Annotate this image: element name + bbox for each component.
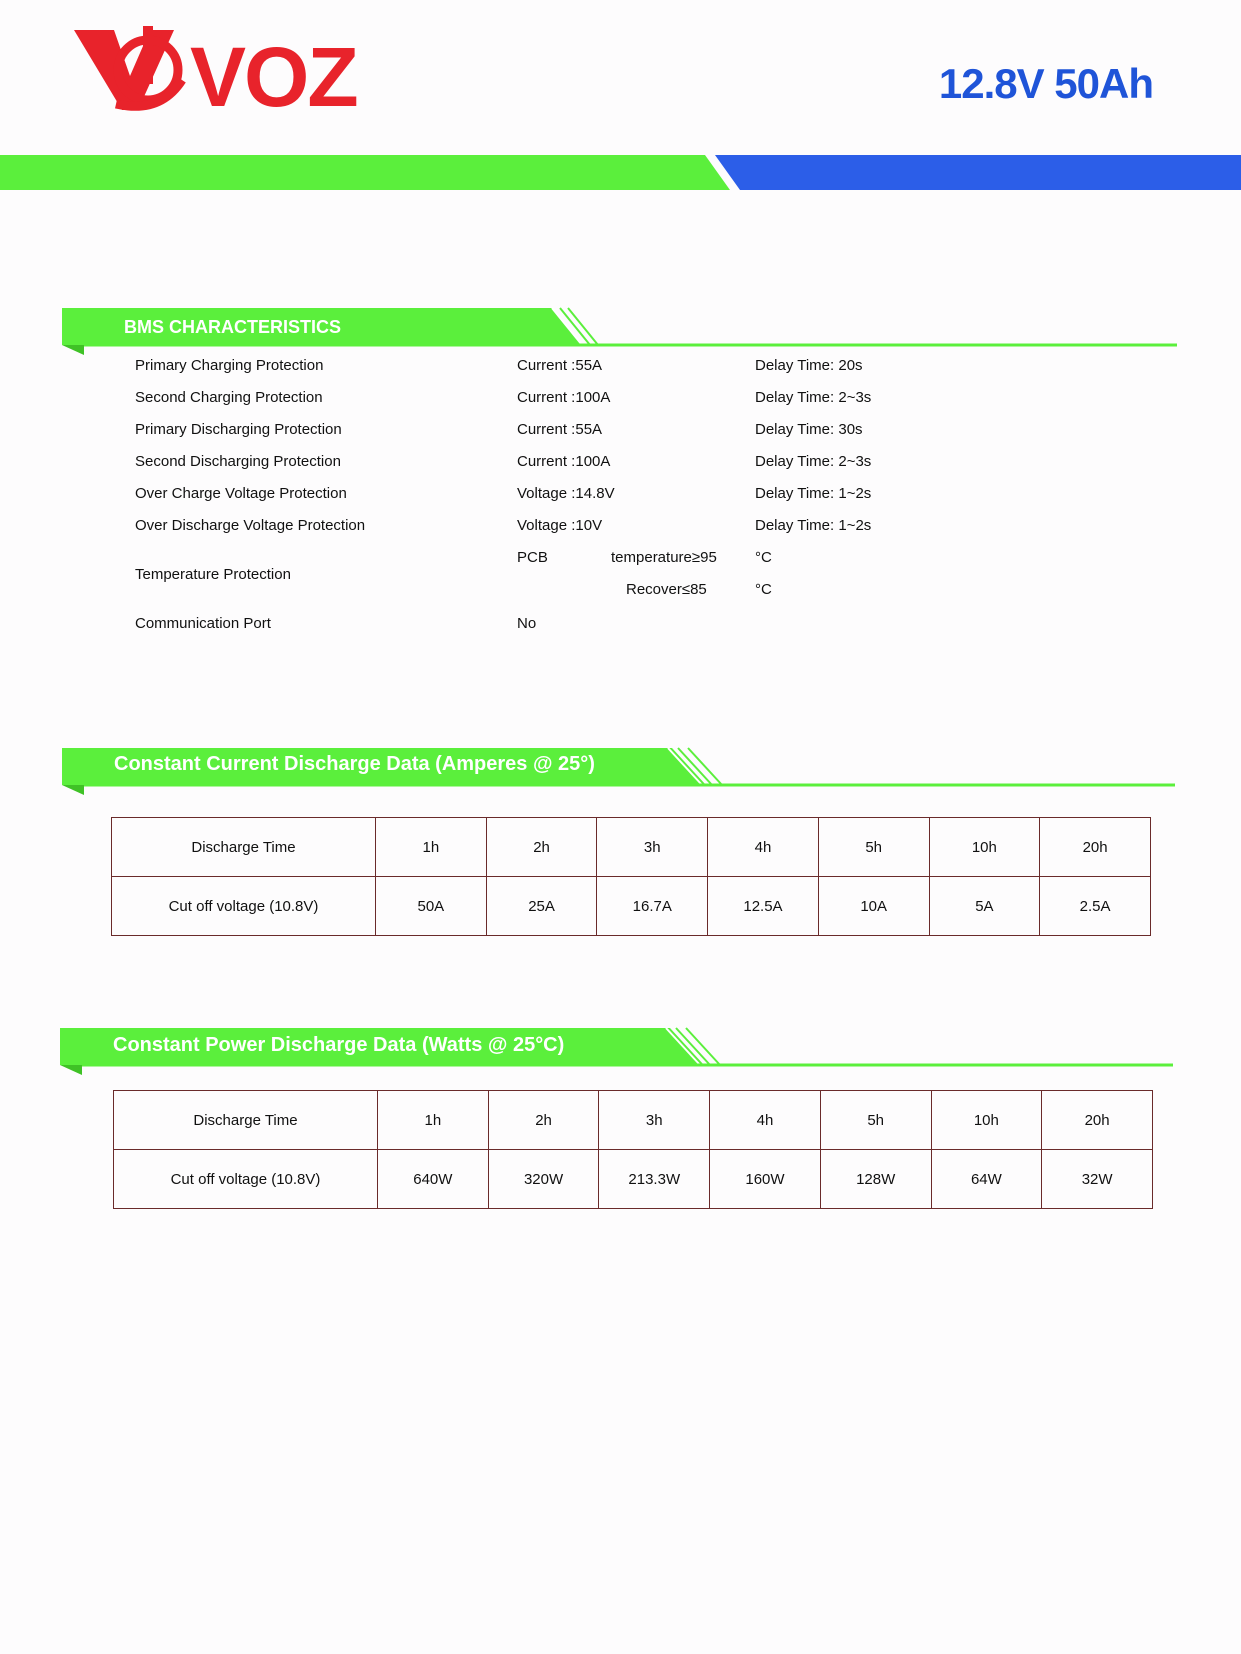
svg-text:VOZ: VOZ (190, 30, 357, 118)
bms-row-delay: Delay Time: 1~2s (755, 517, 872, 534)
table-header-row (114, 1091, 1153, 1150)
table-cell: Cut off voltage (10.8V) (112, 877, 376, 936)
bms-row-delay: Delay Time: 1~2s (755, 485, 872, 502)
table-header-cell: 4h (708, 818, 819, 877)
table-header-cell: 5h (820, 1091, 931, 1150)
table-header-cell: 10h (929, 818, 1040, 877)
table-cell: 16.7A (597, 877, 708, 936)
table-header-cell: Discharge Time (114, 1091, 378, 1150)
table-cell: 10A (818, 877, 929, 936)
bms-row-delay: Delay Time: 2~3s (755, 389, 872, 406)
bms-row-name: Over Discharge Voltage Protection (135, 517, 366, 534)
bms-row-value: Voltage :14.8V (517, 485, 615, 502)
table-header-cell: 3h (599, 1091, 710, 1150)
table-cell: 320W (488, 1150, 599, 1209)
table-cell: 32W (1042, 1150, 1153, 1209)
table-header-cell: 2h (488, 1091, 599, 1150)
table-cell: 64W (931, 1150, 1042, 1209)
temperature-recover: Recover≤85 (626, 581, 707, 598)
power-discharge-table (113, 1090, 1153, 1209)
table-cell: 5A (929, 877, 1040, 936)
recover-unit: °C (755, 581, 772, 598)
table-row (112, 877, 1151, 936)
table-row (114, 1150, 1153, 1209)
current-section-header (62, 745, 1182, 800)
temperature-trigger: temperature≥95 (611, 549, 717, 566)
bms-row-name: Second Discharging Protection (135, 453, 341, 470)
table-header-cell: 20h (1040, 818, 1151, 877)
table-header-cell: 1h (376, 818, 487, 877)
bms-row-name: Primary Charging Protection (135, 357, 324, 374)
bms-row-name: Communication Port (135, 615, 271, 632)
table-cell: 50A (376, 877, 487, 936)
bms-row-name: Second Charging Protection (135, 389, 323, 406)
bms-row-delay: Delay Time: 2~3s (755, 453, 872, 470)
bms-row-delay: Delay Time: 30s (755, 421, 863, 438)
bms-row-value: Current :55A (517, 357, 603, 374)
table-cell: 160W (710, 1150, 821, 1209)
table-cell: Cut off voltage (10.8V) (114, 1150, 378, 1209)
table-cell: 213.3W (599, 1150, 710, 1209)
table-header-cell: 1h (378, 1091, 489, 1150)
bms-row-value: Current :55A (517, 421, 603, 438)
model-title: 12.8V 50Ah (938, 60, 1153, 107)
table-header-cell: 5h (818, 818, 929, 877)
table-header-cell: 3h (597, 818, 708, 877)
table-header-cell: 4h (710, 1091, 821, 1150)
bms-row-name: Primary Discharging Protection (135, 421, 342, 438)
bms-row-value: Current :100A (517, 453, 611, 470)
logo-emblem-icon (74, 26, 182, 110)
bms-row-name: Temperature Protection (135, 566, 291, 583)
bms-row-value: Current :100A (517, 389, 611, 406)
bms-row-value: No (517, 615, 537, 632)
power-section-header (60, 1025, 1180, 1080)
table-header-cell: 20h (1042, 1091, 1153, 1150)
table-header-row (112, 818, 1151, 877)
table-cell: 128W (820, 1150, 931, 1209)
pcb-label: PCB (517, 549, 548, 566)
table-header-cell: 2h (486, 818, 597, 877)
table-header-cell: Discharge Time (112, 818, 376, 877)
power-table-title: Constant Power Discharge Data (Watts @ 25°C) (113, 1034, 565, 1056)
bms-row-value: Voltage :10V (517, 517, 603, 534)
table-cell: 2.5A (1040, 877, 1151, 936)
current-discharge-table (111, 817, 1151, 936)
table-cell: 12.5A (708, 877, 819, 936)
table-cell: 25A (486, 877, 597, 936)
bms-row-name: Over Charge Voltage Protection (135, 485, 347, 502)
header-band (0, 155, 1241, 190)
temperature-unit: °C (755, 549, 772, 566)
table-header-cell: 10h (931, 1091, 1042, 1150)
current-table-title: Constant Current Discharge Data (Amperes @ 25°) (114, 753, 595, 775)
voz-logo (70, 18, 380, 118)
bms-title: BMS CHARACTERISTICS (124, 317, 342, 337)
bms-section-header (62, 305, 1182, 360)
bms-row-delay: Delay Time: 20s (755, 357, 863, 374)
table-cell: 640W (378, 1150, 489, 1209)
